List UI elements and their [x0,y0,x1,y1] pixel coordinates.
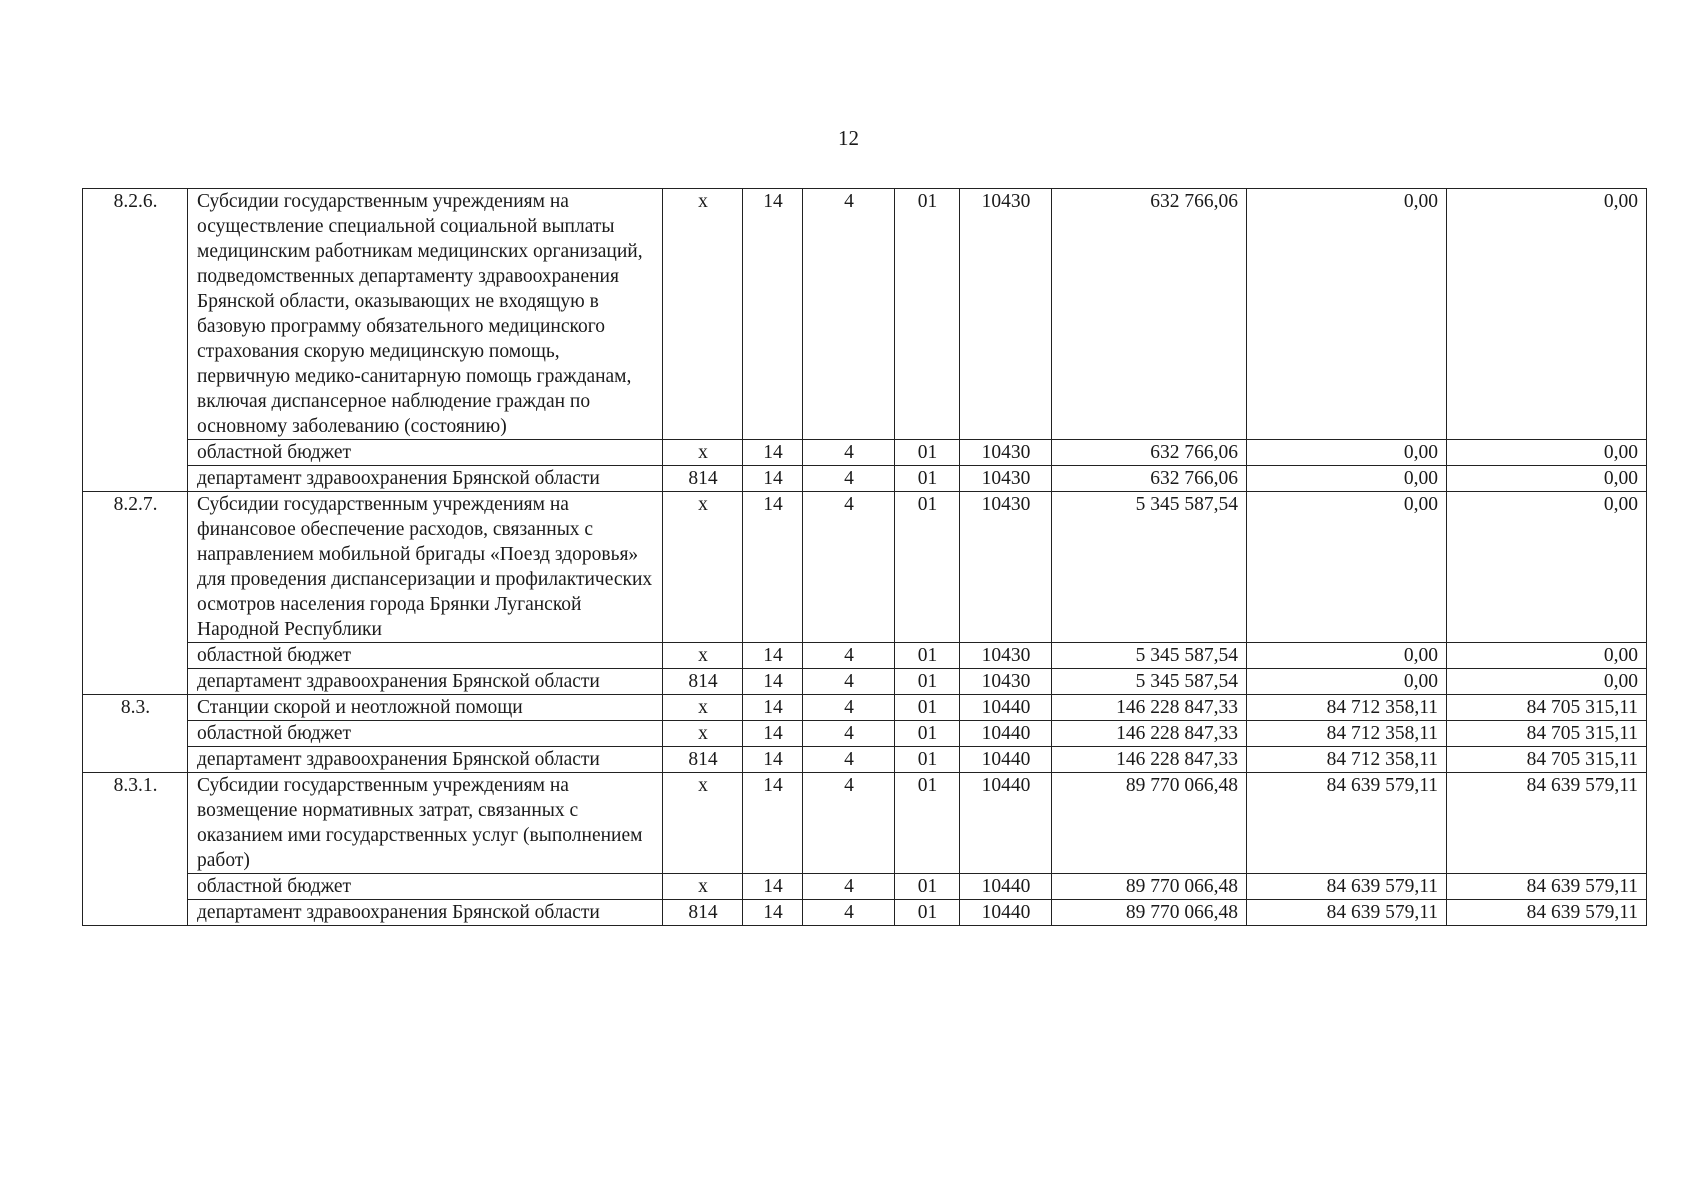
table-row [83,440,1647,466]
cell-direction-code: 10440 [960,721,1052,747]
cell-amount-year-2: 84 639 579,11 [1247,874,1447,900]
cell-amount-year-2: 0,00 [1247,643,1447,669]
table-row [83,900,1647,926]
table-row [83,492,1647,643]
cell-event-code: 01 [895,466,960,492]
cell-event-code: 01 [895,721,960,747]
table-row [83,466,1647,492]
cell-direction-code: 10440 [960,773,1052,874]
table-row [83,669,1647,695]
cell-amount-year-3: 84 639 579,11 [1447,773,1647,874]
cell-amount-year-3: 0,00 [1447,492,1647,643]
cell-event-code: 01 [895,900,960,926]
page-number: 12 [838,126,859,150]
cell-event-code: 01 [895,874,960,900]
cell-amount-year-2: 0,00 [1247,466,1447,492]
cell-amount-year-3: 0,00 [1447,440,1647,466]
cell-subprogram-code: 4 [803,721,895,747]
cell-grbs-code: 814 [663,669,743,695]
cell-amount-year-1: 89 770 066,48 [1052,900,1247,926]
cell-program-code: 14 [743,773,803,874]
cell-subprogram-code: 4 [803,466,895,492]
cell-program-code: 14 [743,874,803,900]
cell-description: департамент здравоохранения Брянской области [188,900,663,926]
cell-program-code: 14 [743,695,803,721]
cell-program-code: 14 [743,466,803,492]
cell-grbs-code: 814 [663,466,743,492]
cell-grbs-code: х [663,440,743,466]
cell-item-number: 8.2.7. [83,492,188,695]
cell-amount-year-3: 0,00 [1447,189,1647,440]
cell-description: департамент здравоохранения Брянской области [188,466,663,492]
cell-amount-year-1: 5 345 587,54 [1052,492,1247,643]
cell-direction-code: 10430 [960,669,1052,695]
cell-amount-year-3: 84 639 579,11 [1447,874,1647,900]
cell-amount-year-3: 0,00 [1447,669,1647,695]
cell-amount-year-3: 84 705 315,11 [1447,747,1647,773]
cell-amount-year-1: 146 228 847,33 [1052,721,1247,747]
cell-grbs-code: х [663,695,743,721]
cell-subprogram-code: 4 [803,900,895,926]
cell-direction-code: 10430 [960,492,1052,643]
cell-direction-code: 10430 [960,440,1052,466]
cell-direction-code: 10430 [960,643,1052,669]
cell-description: областной бюджет [188,721,663,747]
cell-program-code: 14 [743,189,803,440]
cell-grbs-code: 814 [663,747,743,773]
cell-subprogram-code: 4 [803,773,895,874]
cell-subprogram-code: 4 [803,747,895,773]
table-row [83,189,1647,440]
cell-amount-year-3: 0,00 [1447,643,1647,669]
cell-description: департамент здравоохранения Брянской области [188,747,663,773]
table-row [83,721,1647,747]
cell-grbs-code: 814 [663,900,743,926]
table-row [83,773,1647,874]
table-row [83,643,1647,669]
cell-event-code: 01 [895,669,960,695]
cell-amount-year-2: 0,00 [1247,440,1447,466]
cell-amount-year-3: 84 705 315,11 [1447,721,1647,747]
budget-table [82,188,1647,926]
cell-item-number: 8.2.6. [83,189,188,492]
cell-amount-year-2: 0,00 [1247,492,1447,643]
cell-amount-year-2: 84 712 358,11 [1247,747,1447,773]
cell-program-code: 14 [743,669,803,695]
cell-direction-code: 10430 [960,466,1052,492]
cell-subprogram-code: 4 [803,440,895,466]
cell-direction-code: 10440 [960,747,1052,773]
cell-amount-year-1: 632 766,06 [1052,440,1247,466]
budget-table-body [83,189,1647,926]
cell-amount-year-1: 146 228 847,33 [1052,747,1247,773]
cell-grbs-code: х [663,643,743,669]
cell-event-code: 01 [895,695,960,721]
cell-amount-year-2: 0,00 [1247,669,1447,695]
cell-grbs-code: х [663,874,743,900]
cell-event-code: 01 [895,189,960,440]
cell-direction-code: 10440 [960,695,1052,721]
cell-amount-year-3: 0,00 [1447,466,1647,492]
cell-amount-year-2: 84 712 358,11 [1247,721,1447,747]
cell-event-code: 01 [895,773,960,874]
cell-description: Субсидии государственным учреждениям на осуществление специальной социальной выплаты медицинским работникам медицинских организаций, подведомственных департаменту здравоохранения Брянской области, оказывающих не входящую в базовую программу обязательного медицинского страхования скорую медицинскую помощь, первичную медико-санитарную помощь гражданам, включая диспансерное наблюдение граждан по основному заболеванию (состоянию) [188,189,663,440]
cell-description: Станции скорой и неотложной помощи [188,695,663,721]
cell-amount-year-2: 0,00 [1247,189,1447,440]
cell-event-code: 01 [895,492,960,643]
cell-amount-year-3: 84 639 579,11 [1447,900,1647,926]
cell-grbs-code: х [663,773,743,874]
cell-subprogram-code: 4 [803,874,895,900]
cell-amount-year-1: 89 770 066,48 [1052,773,1247,874]
cell-description: областной бюджет [188,440,663,466]
cell-amount-year-2: 84 639 579,11 [1247,900,1447,926]
cell-event-code: 01 [895,747,960,773]
cell-amount-year-2: 84 712 358,11 [1247,695,1447,721]
cell-event-code: 01 [895,440,960,466]
cell-amount-year-2: 84 639 579,11 [1247,773,1447,874]
cell-amount-year-1: 5 345 587,54 [1052,669,1247,695]
table-row [83,747,1647,773]
cell-subprogram-code: 4 [803,189,895,440]
cell-grbs-code: х [663,189,743,440]
cell-direction-code: 10440 [960,900,1052,926]
cell-amount-year-1: 632 766,06 [1052,189,1247,440]
cell-subprogram-code: 4 [803,695,895,721]
cell-amount-year-3: 84 705 315,11 [1447,695,1647,721]
cell-item-number: 8.3. [83,695,188,773]
cell-program-code: 14 [743,747,803,773]
cell-description: Субсидии государственным учреждениям на финансовое обеспечение расходов, связанных с направлением мобильной бригады «Поезд здоровья» для проведения диспансеризации и профилактических осмотров населения города Брянки Луганской Народной Республики [188,492,663,643]
cell-description: департамент здравоохранения Брянской области [188,669,663,695]
cell-description: областной бюджет [188,874,663,900]
cell-grbs-code: х [663,492,743,643]
table-row [83,695,1647,721]
cell-program-code: 14 [743,721,803,747]
cell-amount-year-1: 632 766,06 [1052,466,1247,492]
cell-program-code: 14 [743,440,803,466]
cell-direction-code: 10440 [960,874,1052,900]
cell-amount-year-1: 146 228 847,33 [1052,695,1247,721]
cell-amount-year-1: 89 770 066,48 [1052,874,1247,900]
cell-subprogram-code: 4 [803,492,895,643]
table-row [83,874,1647,900]
cell-item-number: 8.3.1. [83,773,188,926]
cell-program-code: 14 [743,643,803,669]
cell-subprogram-code: 4 [803,643,895,669]
cell-amount-year-1: 5 345 587,54 [1052,643,1247,669]
cell-subprogram-code: 4 [803,669,895,695]
cell-direction-code: 10430 [960,189,1052,440]
cell-description: Субсидии государственным учреждениям на возмещение нормативных затрат, связанных с оказанием ими государственных услуг (выполнением работ) [188,773,663,874]
cell-program-code: 14 [743,900,803,926]
cell-description: областной бюджет [188,643,663,669]
cell-grbs-code: х [663,721,743,747]
cell-event-code: 01 [895,643,960,669]
cell-program-code: 14 [743,492,803,643]
